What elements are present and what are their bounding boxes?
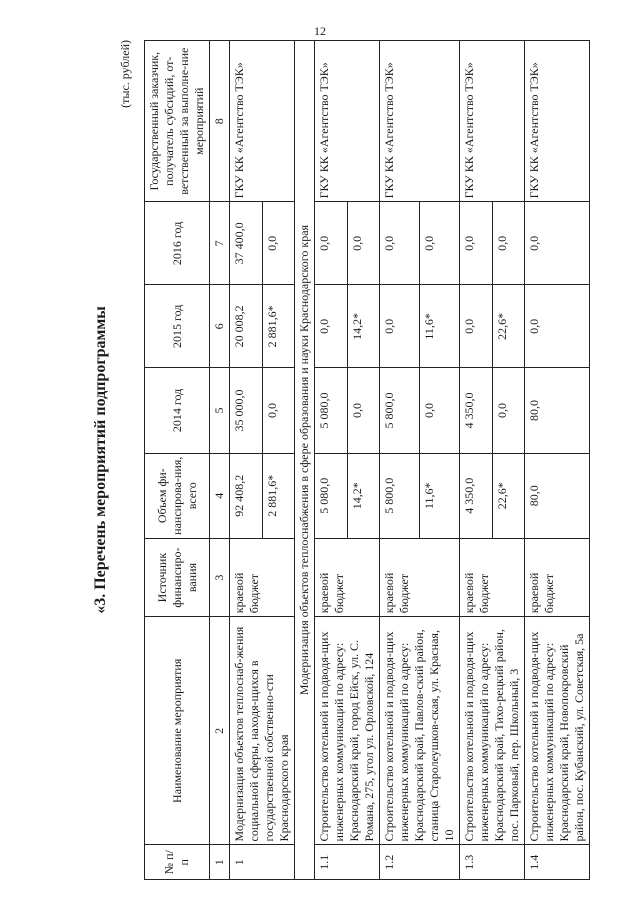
measure-name: Строительство котельной и подводя-щих инженерных коммуникаций по адресу: Краснодарский край, город Ейск, ул. С. Романа, 275, угол ул. Орловской, 124 (315, 617, 380, 845)
value-2014: 0,0 (262, 368, 295, 453)
table-row (525, 41, 590, 880)
measure-name: Строительство котельной и подводя-щих инженерных коммуникаций по адресу: Краснодарский край, Тихо-рецкий район, пос. Парковый, пер. Школьный, 3 (460, 617, 525, 845)
col-number: 3 (210, 538, 230, 616)
value-2015: 0,0 (315, 285, 348, 368)
value-2014: 5 080,0 (315, 368, 348, 453)
table-row (315, 41, 348, 880)
rotated-page-content (62, 40, 586, 880)
responsible-customer: ГКУ КК «Агентство ТЭК» (230, 41, 295, 202)
col-header-total: Объем фи-нансирова-ния, всего (145, 453, 210, 538)
responsible-customer: ГКУ КК «Агентство ТЭК» (380, 41, 460, 202)
total-value: 80,0 (525, 453, 590, 538)
section-row (295, 41, 315, 880)
value-2014: 0,0 (420, 368, 460, 453)
value-2016: 0,0 (347, 202, 380, 285)
page-number: 12 (314, 24, 326, 38)
value-2015: 0,0 (525, 285, 590, 368)
total-value: 92 408,2 (230, 453, 263, 538)
value-2014: 80,0 (525, 368, 590, 453)
value-2016: 0,0 (262, 202, 295, 285)
value-2014: 35 000,0 (230, 368, 263, 453)
col-number: 5 (210, 368, 230, 453)
total-value: 2 881,6* (262, 453, 295, 538)
value-2016: 0,0 (420, 202, 460, 285)
row-number: 1.3 (460, 845, 525, 880)
col-header-2014: 2014 год (145, 368, 210, 453)
responsible-customer: ГКУ КК «Агентство ТЭК» (460, 41, 525, 202)
col-number: 2 (210, 617, 230, 845)
row-number: 1 (230, 845, 295, 880)
value-2015: 2 881,6* (262, 285, 295, 368)
col-header-num: № п/п (145, 845, 210, 880)
funding-source: краевой бюджет (315, 538, 380, 616)
row-number: 1.2 (380, 845, 460, 880)
funding-source: краевой бюджет (525, 538, 590, 616)
responsible-customer: ГКУ КК «Агентство ТЭК» (525, 41, 590, 202)
value-2015: 14,2* (347, 285, 380, 368)
unit-label: (тыс. рублей) (118, 40, 132, 108)
total-value: 5 800,0 (380, 453, 420, 538)
value-2016: 0,0 (492, 202, 525, 285)
col-header-name: Наименование мероприятия (145, 617, 210, 845)
total-value: 22,6* (492, 453, 525, 538)
total-value: 5 080,0 (315, 453, 348, 538)
measure-name: Строительство котельной и подводя-щих инженерных коммуникаций по адресу: Краснодарский край, Новопокровский район, пос. Кубанский, ул. Советская, 5а (525, 617, 590, 845)
col-number: 1 (210, 845, 230, 880)
total-value: 11,6* (420, 453, 460, 538)
section-title: Модернизация объектов теплоснабжения в сфере образования и науки Краснодарского края (295, 41, 315, 880)
value-2016: 0,0 (315, 202, 348, 285)
value-2015: 0,0 (380, 285, 420, 368)
value-2015: 20 008,2 (230, 285, 263, 368)
col-number: 4 (210, 453, 230, 538)
value-2015: 22,6* (492, 285, 525, 368)
col-number: 7 (210, 202, 230, 285)
value-2015: 11,6* (420, 285, 460, 368)
total-value: 14,2* (347, 453, 380, 538)
value-2016: 0,0 (525, 202, 590, 285)
value-2016: 0,0 (380, 202, 420, 285)
col-header-customer: Государственный заказчик, получатель субсидий, от-ветственный за выполне-ние мероприятий (145, 41, 210, 202)
value-2014: 0,0 (492, 368, 525, 453)
value-2014: 4 350,0 (460, 368, 493, 453)
table-row (380, 41, 420, 880)
section-heading: «3. Перечень мероприятий подпрограммы (92, 306, 109, 614)
total-value: 4 350,0 (460, 453, 493, 538)
measure-name: Строительство котельной и подводя-щих инженерных коммуникаций по адресу: Краснодарский край, Павлов-ский район, станица Старолеушков-ская, ул. Красная, 10 (380, 617, 460, 845)
col-header-2015: 2015 год (145, 285, 210, 368)
measure-name: Модернизация объектов теплоснаб-жения социальной сферы, находя-щихся в государственной собственно-сти Краснодарского края (230, 617, 295, 845)
table-row (230, 41, 263, 880)
funding-source: краевой бюджет (460, 538, 525, 616)
value-2014: 0,0 (347, 368, 380, 453)
row-number: 1.4 (525, 845, 590, 880)
measures-table (144, 40, 590, 880)
column-number-row (210, 41, 230, 880)
col-number: 6 (210, 285, 230, 368)
row-number: 1.1 (315, 845, 380, 880)
table-row (460, 41, 493, 880)
funding-source: краевой бюджет (380, 538, 460, 616)
value-2015: 0,0 (460, 285, 493, 368)
col-header-source: Источник финансиро-вания (145, 538, 210, 616)
value-2014: 5 800,0 (380, 368, 420, 453)
col-number: 8 (210, 41, 230, 202)
funding-source: краевой бюджет (230, 538, 295, 616)
value-2016: 37 400,0 (230, 202, 263, 285)
value-2016: 0,0 (460, 202, 493, 285)
responsible-customer: ГКУ КК «Агентство ТЭК» (315, 41, 380, 202)
header-row (145, 41, 210, 880)
col-header-2016: 2016 год (145, 202, 210, 285)
